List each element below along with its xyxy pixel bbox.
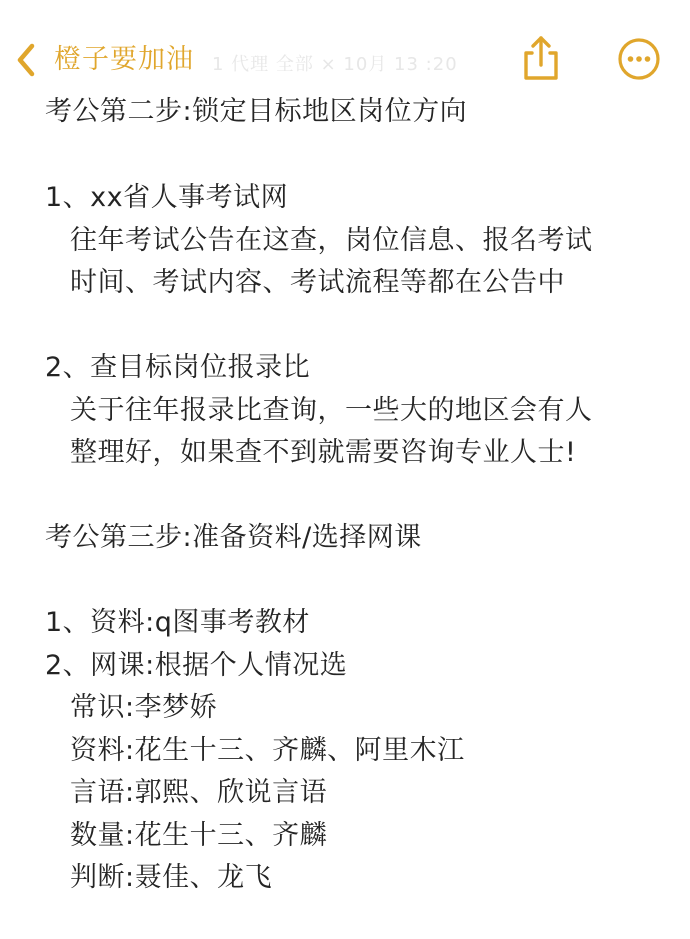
top-bar xyxy=(0,0,690,92)
note-text: 数量:花生十三、齐麟 xyxy=(70,820,328,851)
note-text: 判断:聂佳、龙飞 xyxy=(70,862,273,893)
note-text: 时间、考试内容、考试流程等都在公告中 xyxy=(70,267,565,298)
back-button[interactable] xyxy=(12,38,194,82)
note-text: 往年考试公告在这查，岗位信息、报名考试 xyxy=(70,225,593,256)
section-heading: 考公第二步:锁定目标地区岗位方向 xyxy=(45,96,468,127)
note-text: 常识:李梦娇 xyxy=(70,692,218,723)
share-button[interactable] xyxy=(518,34,564,82)
chevron-left-icon xyxy=(12,42,42,78)
section-heading: 考公第三步:准备资料/选择网课 xyxy=(45,522,422,553)
list-item: 2、网课:根据个人情况选 xyxy=(45,650,348,681)
faded-header-text: 1 代理 全部 × 10月 13 :20 xyxy=(212,54,458,75)
share-icon xyxy=(518,67,564,86)
back-label: 橙子要加油 xyxy=(54,44,194,75)
note-text: 关于往年报录比查询，一些大的地区会有人 xyxy=(70,395,593,426)
note-text: 资料:花生十三、齐麟、阿里木江 xyxy=(70,735,465,766)
list-item: 1、xx省人事考试网 xyxy=(45,182,289,213)
list-item: 1、资料:q图事考教材 xyxy=(45,607,310,638)
note-text: 整理好，如果查不到就需要咨询专业人士! xyxy=(70,437,577,468)
list-item: 2、查目标岗位报录比 xyxy=(45,352,311,383)
note-text: 言语:郭熙、欣说言语 xyxy=(70,777,328,808)
more-button[interactable] xyxy=(616,36,662,82)
more-horizontal-icon xyxy=(616,67,662,86)
